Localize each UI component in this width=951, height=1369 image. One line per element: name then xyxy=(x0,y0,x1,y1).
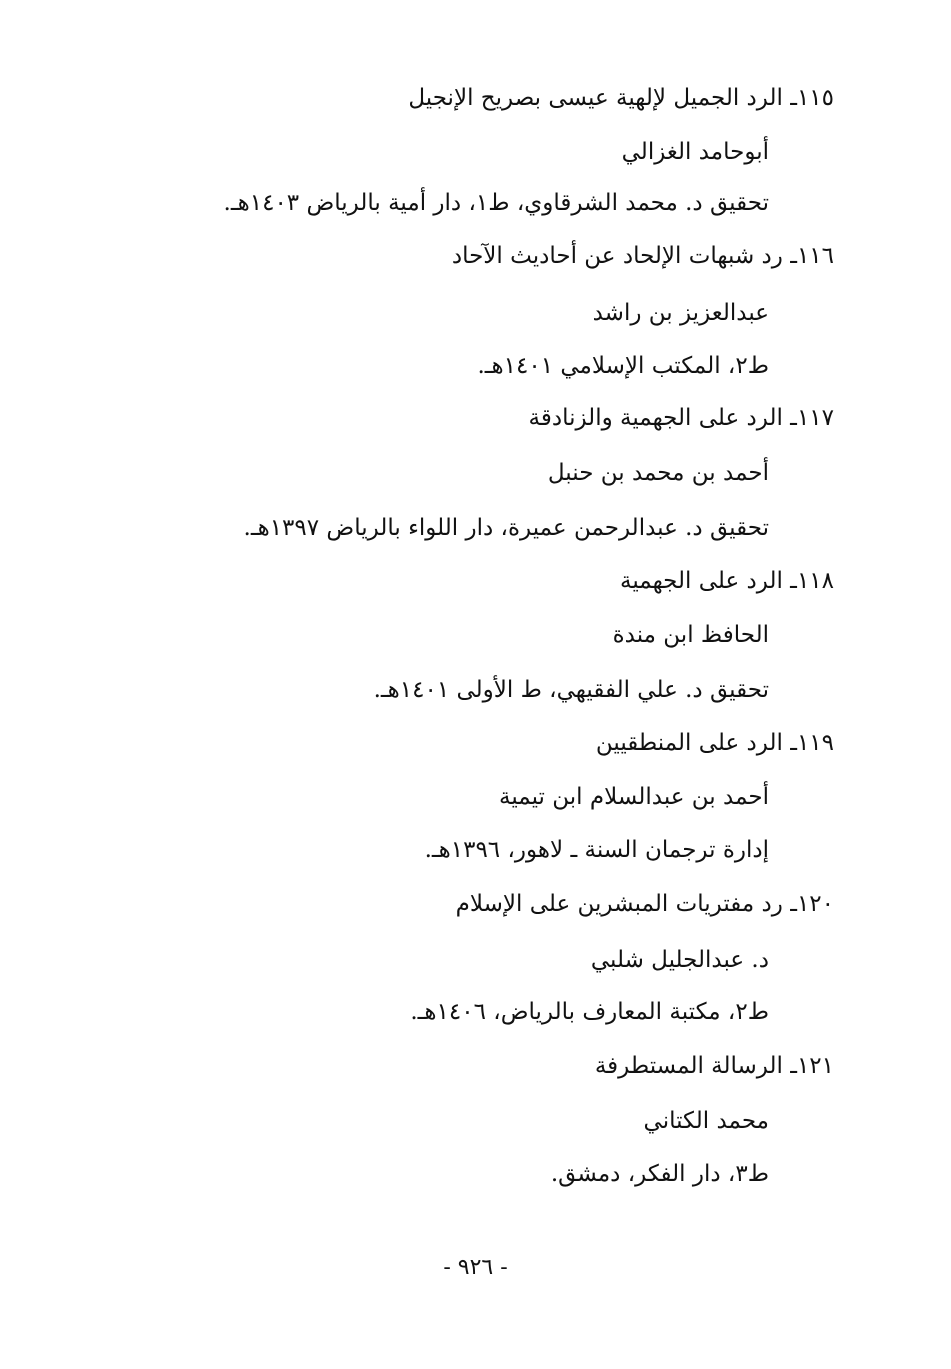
entry-116-publication: ط٢، المكتب الإسلامي ١٤٠١هـ. xyxy=(477,353,769,379)
entry-115-title: ١١٥ـ الرد الجميل لإلهية عيسى بصريح الإنجيل xyxy=(408,85,834,111)
entry-117-author: أحمد بن محمد بن حنبل xyxy=(547,460,769,486)
entry-118-title: ١١٨ـ الرد على الجهمية xyxy=(620,568,834,594)
page-number: - ٩٢٦ - xyxy=(443,1255,508,1280)
entry-120-publication: ط٢، مكتبة المعارف بالرياض، ١٤٠٦هـ. xyxy=(410,999,769,1025)
entry-115-author: أبوحامد الغزالي xyxy=(621,139,769,165)
entry-119-title: ١١٩ـ الرد على المنطقيين xyxy=(595,730,834,756)
entry-116-author: عبدالعزيز بن راشد xyxy=(592,300,769,326)
entry-118-author: الحافظ ابن مندة xyxy=(612,622,769,648)
entry-121-title: ١٢١ـ الرسالة المستطرفة xyxy=(594,1053,834,1079)
entry-119-publication: إدارة ترجمان السنة ـ لاهور، ١٣٩٦هـ. xyxy=(424,837,769,863)
entry-120-author: د. عبدالجليل شلبي xyxy=(590,947,769,973)
entry-118-publication: تحقيق د. علي الفقيهي، ط الأولى ١٤٠١هـ. xyxy=(373,677,769,703)
entry-119-author: أحمد بن عبدالسلام ابن تيمية xyxy=(499,784,769,810)
entry-121-publication: ط٣، دار الفكر، دمشق. xyxy=(550,1161,769,1187)
entry-117-publication: تحقيق د. عبدالرحمن عميرة، دار اللواء بالرياض ١٣٩٧هـ. xyxy=(243,515,769,541)
entry-115-publication: تحقيق د. محمد الشرقاوي، ط١، دار أمية بالرياض ١٤٠٣هـ. xyxy=(223,190,769,216)
entry-121-author: محمد الكتاني xyxy=(643,1108,769,1134)
entry-120-title: ١٢٠ـ رد مفتريات المبشرين على الإسلام xyxy=(455,891,834,917)
entry-117-title: ١١٧ـ الرد على الجهمية والزنادقة xyxy=(528,405,834,431)
entry-116-title: ١١٦ـ رد شبهات الإلحاد عن أحاديث الآحاد xyxy=(451,243,834,269)
